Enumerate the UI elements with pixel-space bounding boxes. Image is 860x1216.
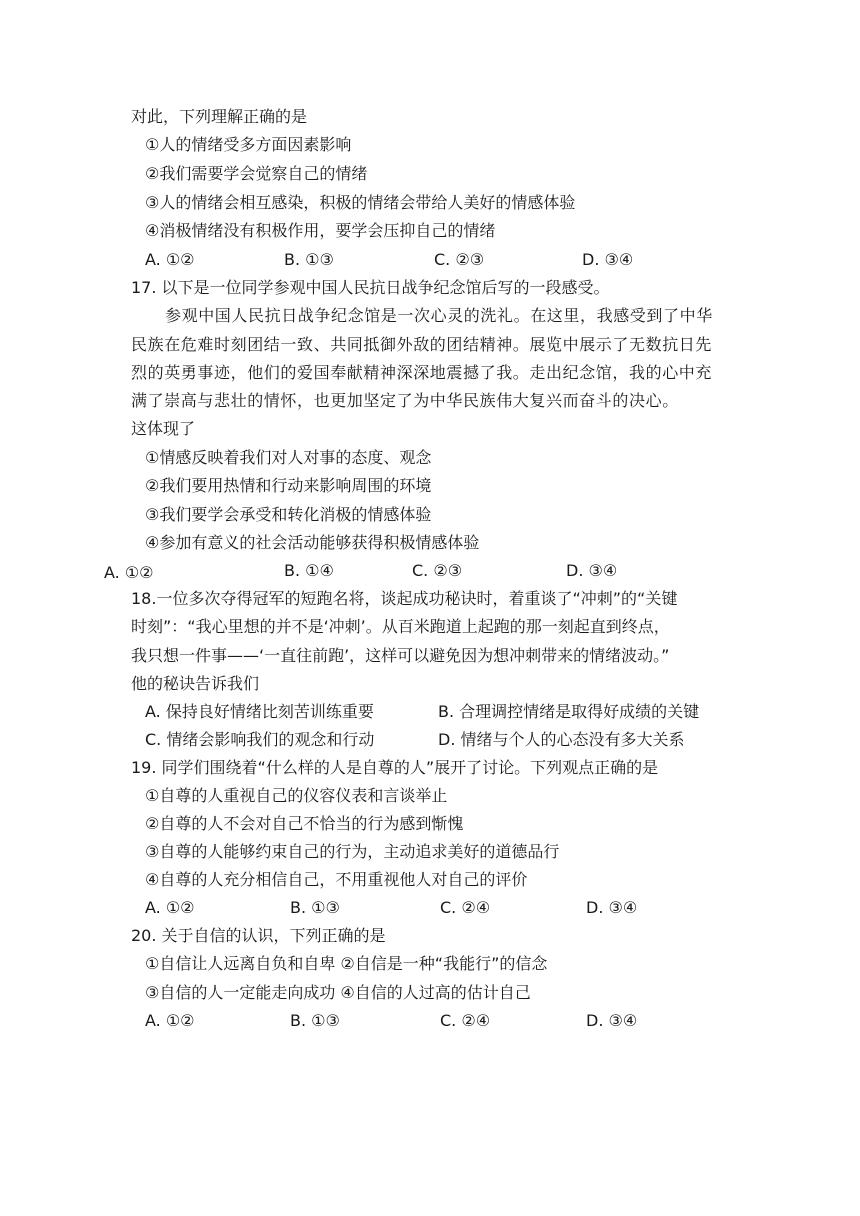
q16-option-c[interactable]: C. ②③	[434, 250, 485, 269]
q17-item-1: ①情感反映着我们对人对事的态度、观念	[145, 448, 432, 467]
q18-option-d[interactable]: D. 情绪与个人的心态没有多大关系	[438, 730, 685, 749]
q20-option-b[interactable]: B. ①③	[290, 1011, 340, 1030]
q20-items-line-2: ③自信的人一定能走向成功 ④自信的人过高的估计自己	[145, 983, 531, 1002]
q17-stem: 17. 以下是一位同学参观中国人民抗日战争纪念馆后写的一段感受。	[131, 278, 610, 297]
q16-option-a[interactable]: A. ①②	[145, 250, 195, 269]
q19-item-3: ③自尊的人能够约束自己的行为，主动追求美好的道德品行	[145, 842, 560, 861]
q18-stem-line-1: 18.一位多次夺得冠军的短跑名将，谈起成功秘诀时，着重谈了“冲刺”的“关键	[131, 589, 678, 608]
q17-option-b[interactable]: B. ①④	[284, 561, 334, 580]
q17-item-3: ③我们要学会承受和转化消极的情感体验	[145, 505, 432, 524]
q17-option-c[interactable]: C. ②③	[412, 561, 463, 580]
q19-option-d[interactable]: D. ③④	[586, 898, 638, 917]
q17-quote-line-1: 参观中国人民抗日战争纪念馆是一次心灵的洗礼。在这里，我感受到了中华	[165, 306, 713, 325]
q18-stem-line-2: 时刻”：“我心里想的并不是‘冲刺’。从百米跑道上起跑的那一刻起直到终点，	[131, 617, 670, 636]
q19-option-a[interactable]: A. ①②	[145, 898, 195, 917]
q16-item-4: ④消极情绪没有积极作用，要学会压抑自己的情绪	[145, 221, 496, 240]
q16-item-2: ②我们需要学会觉察自己的情绪	[145, 164, 368, 183]
q17-item-2: ②我们要用热情和行动来影响周围的环境	[145, 476, 432, 495]
q18-option-c[interactable]: C. 情绪会影响我们的观念和行动	[145, 730, 375, 749]
q16-option-b[interactable]: B. ①③	[284, 250, 334, 269]
q16-stem-tail: 对此，下列理解正确的是	[131, 107, 308, 126]
q17-option-d[interactable]: D. ③④	[566, 561, 618, 580]
q17-quote-line-2: 民族在危难时刻团结一致、共同抵御外敌的团结精神。展览中展示了无数抗日先	[131, 335, 713, 354]
q18-option-b[interactable]: B. 合理调控情绪是取得好成绩的关键	[438, 702, 700, 721]
q17-option-a[interactable]: A. ①②	[104, 563, 154, 582]
q18-option-a[interactable]: A. 保持良好情绪比刻苦训练重要	[145, 702, 374, 721]
q19-item-1: ①自尊的人重视自己的仪容仪表和言谈举止	[145, 786, 448, 805]
q19-option-b[interactable]: B. ①③	[290, 898, 340, 917]
q20-items-line-1: ①自信让人远离自负和自卑 ②自信是一种“我能行”的信念	[145, 954, 548, 973]
q16-item-3: ③人的情绪会相互感染，积极的情绪会带给人美好的情感体验	[145, 193, 576, 212]
q20-stem: 20. 关于自信的认识，下列正确的是	[131, 926, 386, 945]
q20-option-c[interactable]: C. ②④	[440, 1011, 491, 1030]
q18-stem-line-4: 他的秘诀告诉我们	[131, 674, 260, 693]
q17-quote-line-3: 烈的英勇事迹，他们的爱国奉献精神深深地震撼了我。走出纪念馆，我的心中充	[131, 363, 713, 382]
q16-option-d[interactable]: D. ③④	[582, 250, 634, 269]
q19-item-4: ④自尊的人充分相信自己，不用重视他人对自己的评价	[145, 870, 528, 889]
q16-item-1: ①人的情绪受多方面因素影响	[145, 135, 352, 154]
q19-option-c[interactable]: C. ②④	[440, 898, 491, 917]
q19-item-2: ②自尊的人不会对自己不恰当的行为感到惭愧	[145, 814, 464, 833]
q17-lead: 这体现了	[131, 419, 196, 438]
q19-stem: 19. 同学们围绕着“什么样的人是自尊的人”展开了讨论。下列观点正确的是	[131, 758, 659, 777]
q20-option-a[interactable]: A. ①②	[145, 1011, 195, 1030]
q17-quote-line-4: 满了崇高与悲壮的情怀，也更加坚定了为中华民族伟大复兴而奋斗的决心。	[131, 391, 679, 410]
q20-option-d[interactable]: D. ③④	[586, 1011, 638, 1030]
q17-item-4: ④参加有意义的社会活动能够获得积极情感体验	[145, 533, 480, 552]
q18-stem-line-3: 我只想一件事——‘一直往前跑’，这样可以避免因为想冲刺带来的情绪波动。”	[131, 646, 670, 665]
